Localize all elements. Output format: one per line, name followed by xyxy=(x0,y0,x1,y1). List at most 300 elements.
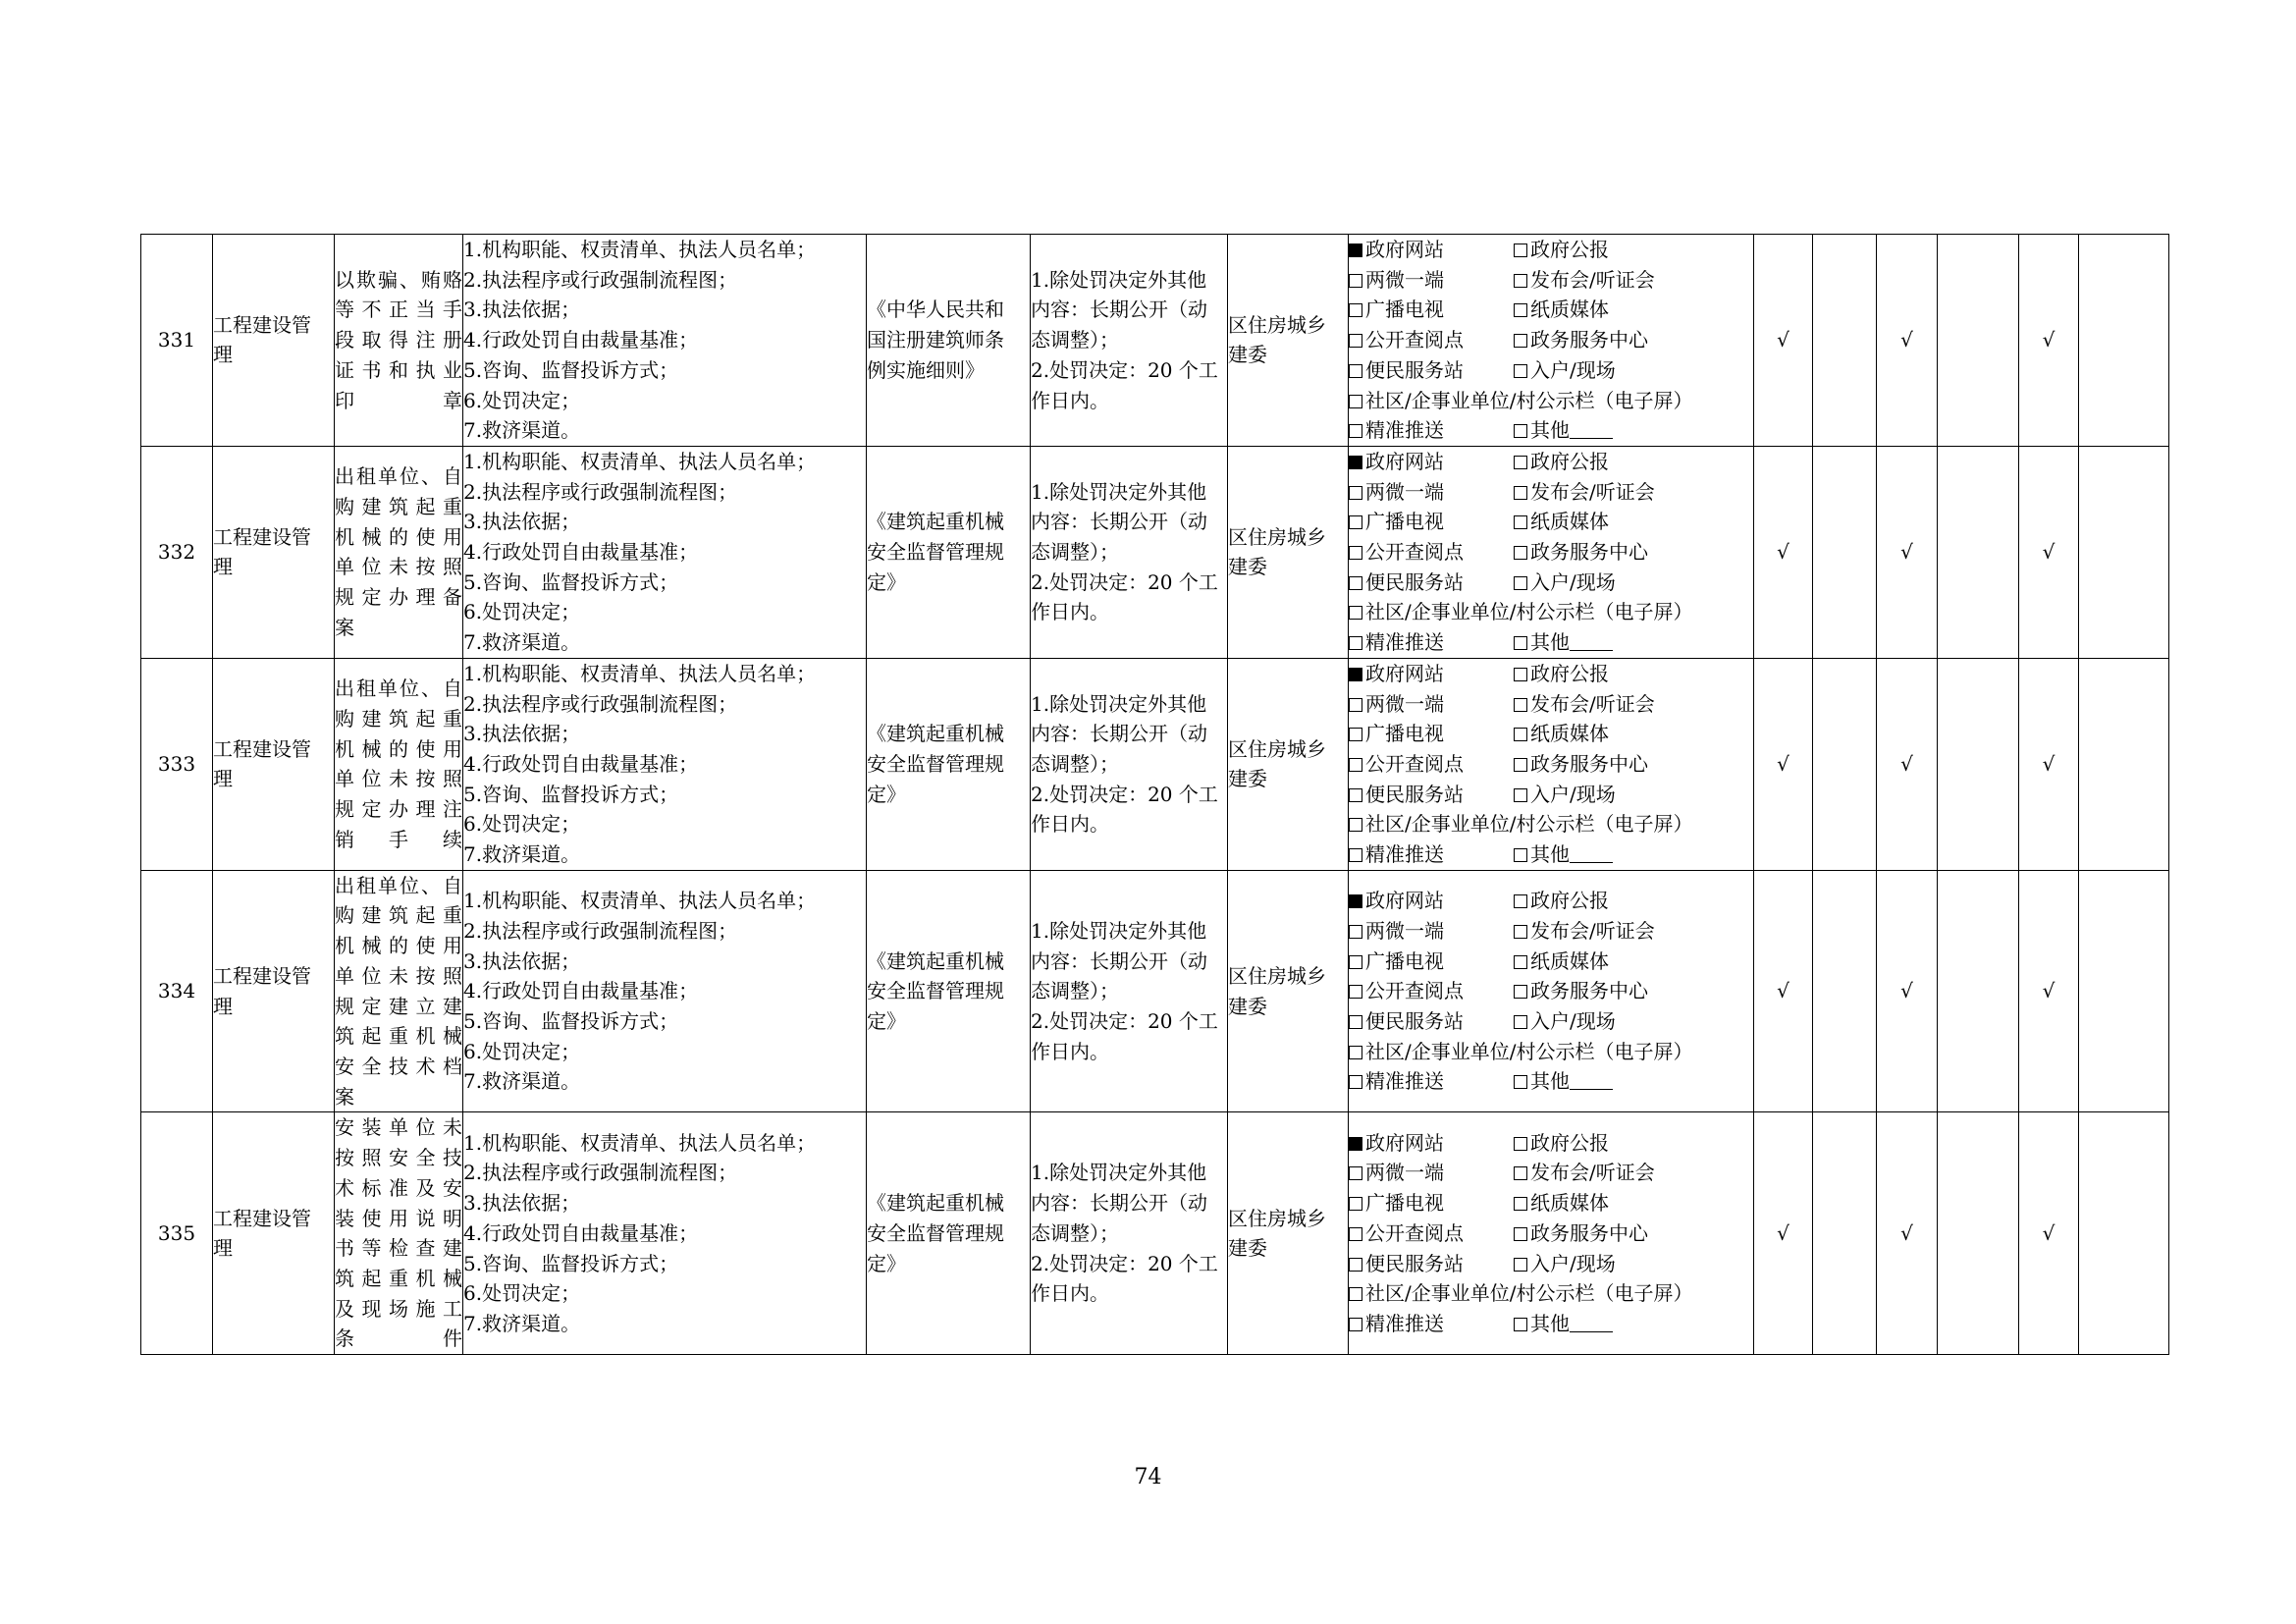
cell-line: 区住房城乡 xyxy=(1228,963,1326,988)
content-item: 3.执法依据； xyxy=(463,298,581,322)
cell-line: 1.除处罚决定外其他 xyxy=(1031,267,1207,292)
cell-line: 区住房城乡 xyxy=(1228,524,1326,549)
matter-line: 购建筑起重 xyxy=(335,706,462,731)
checkbox-icon xyxy=(1514,758,1527,772)
category-cell xyxy=(213,446,335,658)
channel-option xyxy=(1514,325,1648,355)
channel-row xyxy=(1349,809,1753,839)
channel-option xyxy=(1514,976,1648,1006)
cell-line: 国注册建筑师条 xyxy=(867,328,1004,352)
checkbox-icon xyxy=(1514,894,1527,908)
channel-option xyxy=(1349,976,1514,1006)
timing-cell xyxy=(1031,446,1228,658)
content-cell xyxy=(463,235,867,447)
matter-line: 等不正当手 xyxy=(335,298,462,322)
channel-label: 公开查阅点 xyxy=(1365,328,1464,352)
channel-option xyxy=(1349,235,1514,265)
channel-row xyxy=(1349,1066,1753,1097)
subject-cell xyxy=(1228,235,1349,447)
channel-label: 便民服务站 xyxy=(1365,1008,1464,1033)
checkbox-icon xyxy=(1514,985,1527,999)
channel-row xyxy=(1349,627,1753,658)
blank-line xyxy=(1570,422,1613,439)
channel-label: 入户/现场 xyxy=(1530,569,1616,594)
checkbox-icon xyxy=(1349,1197,1362,1211)
channel-label: 政府公报 xyxy=(1530,238,1609,261)
channel-label: 广播电视 xyxy=(1365,298,1444,322)
cell-line: 态调整）； xyxy=(1031,751,1119,776)
cell-line: 安全监督管理规 xyxy=(867,751,1004,776)
empty-cell xyxy=(2079,658,2169,870)
content-item: 5.咨询、监督投诉方式； xyxy=(463,1251,679,1275)
channel-label: 政府公报 xyxy=(1530,1130,1609,1155)
matter-line: 规定办理备 xyxy=(335,585,462,610)
checkbox-icon xyxy=(1349,515,1362,529)
matter-line: 及现场施工 xyxy=(335,1296,462,1321)
check-mark: √ xyxy=(1754,1112,1813,1355)
content-item: 6.处罚决定； xyxy=(463,1281,581,1306)
content-item: 2.执法程序或行政强制流程图； xyxy=(463,267,738,292)
matter-line: 书等检查建 xyxy=(335,1236,462,1261)
checked-box-icon xyxy=(1349,456,1362,469)
empty-cell xyxy=(1813,870,1877,1112)
cell-line: 工程建设管 xyxy=(213,312,311,337)
checkbox-icon xyxy=(1514,456,1527,469)
checkbox-icon xyxy=(1514,848,1527,862)
channel-option xyxy=(1514,507,1609,537)
channel-label: 广播电视 xyxy=(1365,948,1444,973)
channel-label: 广播电视 xyxy=(1365,722,1444,746)
matter-line: 段取得注册 xyxy=(335,328,462,352)
channel-option xyxy=(1349,749,1514,780)
matter-line: 单位未按照 xyxy=(335,767,462,791)
channel-label: 政府网站 xyxy=(1365,661,1444,685)
channel-label: 政务服务中心 xyxy=(1530,979,1648,1003)
content-item: 1.机构职能、权责清单、执法人员名单； xyxy=(463,661,817,685)
matter-cell xyxy=(335,870,463,1112)
empty-cell xyxy=(2079,870,2169,1112)
checkbox-icon xyxy=(1514,364,1527,378)
table-row xyxy=(141,446,2169,658)
channel-option xyxy=(1514,537,1648,568)
channel-option xyxy=(1514,749,1648,780)
matter-line: 筑起重机械 xyxy=(335,1024,462,1049)
channel-row xyxy=(1349,1278,1753,1309)
content-item: 1.机构职能、权责清单、执法人员名单； xyxy=(463,1130,817,1155)
channel-option xyxy=(1514,627,1613,658)
checkbox-icon xyxy=(1514,636,1527,650)
cell-line: 理 xyxy=(213,767,233,791)
channel-option xyxy=(1514,235,1609,265)
empty-cell xyxy=(1938,658,2019,870)
channel-label: 其他 xyxy=(1530,1069,1570,1094)
table-row xyxy=(141,1112,2169,1355)
checkbox-icon xyxy=(1514,1166,1527,1180)
channel-option xyxy=(1349,415,1514,446)
channel-option xyxy=(1349,916,1514,947)
cell-line: 理 xyxy=(213,343,233,367)
matter-line: 单位未按照 xyxy=(335,963,462,988)
channel-label: 社区/企事业单位/村公示栏（电子屏） xyxy=(1365,812,1693,837)
channel-option xyxy=(1349,627,1514,658)
check-mark: √ xyxy=(2019,235,2079,447)
channel-option xyxy=(1349,477,1514,508)
checkbox-icon xyxy=(1349,1287,1362,1301)
channel-row xyxy=(1349,325,1753,355)
matter-line: 出租单位、自 xyxy=(335,873,462,897)
channel-label: 广播电视 xyxy=(1365,510,1444,534)
channel-option xyxy=(1349,689,1514,720)
channel-label: 便民服务站 xyxy=(1365,1251,1464,1275)
subject-cell xyxy=(1228,658,1349,870)
content-item: 3.执法依据； xyxy=(463,948,581,973)
channel-label: 政府网站 xyxy=(1365,889,1444,913)
check-mark: √ xyxy=(2019,446,2079,658)
channel-label: 两微一端 xyxy=(1365,267,1444,292)
matter-line: 案 xyxy=(335,615,354,639)
cell-line: 2.处罚决定：20 个工 xyxy=(1031,782,1218,806)
empty-cell xyxy=(2079,446,2169,658)
subject-cell xyxy=(1228,446,1349,658)
checkbox-icon xyxy=(1514,1137,1527,1151)
checkbox-icon xyxy=(1349,424,1362,438)
checkbox-icon xyxy=(1349,576,1362,590)
check-mark: √ xyxy=(1754,446,1813,658)
matter-line: 购建筑起重 xyxy=(335,494,462,518)
channel-label: 纸质媒体 xyxy=(1530,722,1609,746)
blank-line xyxy=(1570,1316,1613,1332)
cell-line: 定》 xyxy=(867,1251,906,1275)
matter-line: 条件 xyxy=(335,1326,462,1351)
channel-option xyxy=(1514,947,1609,977)
checkbox-icon xyxy=(1514,424,1527,438)
checkbox-icon xyxy=(1349,955,1362,969)
checkbox-icon xyxy=(1514,303,1527,317)
channel-option xyxy=(1514,780,1616,810)
channel-option xyxy=(1349,1128,1514,1159)
channel-row xyxy=(1349,597,1753,627)
content-cell xyxy=(463,870,867,1112)
cell-line: 作日内。 xyxy=(1031,812,1109,837)
cell-line: 建委 xyxy=(1228,994,1267,1018)
channel-option xyxy=(1349,1006,1514,1037)
cell-line: 《中华人民共和 xyxy=(867,298,1004,322)
channel-row xyxy=(1349,659,1753,689)
channel-option xyxy=(1349,1066,1514,1097)
checkbox-icon xyxy=(1349,1015,1362,1029)
row-number: 333 xyxy=(141,658,213,870)
content-item: 7.救济渠道。 xyxy=(463,1069,581,1094)
channel-option xyxy=(1514,659,1609,689)
channel-label: 入户/现场 xyxy=(1530,357,1616,382)
channel-option xyxy=(1349,568,1514,598)
cell-line: 定》 xyxy=(867,1008,906,1033)
empty-cell xyxy=(1813,1112,1877,1355)
channel-option xyxy=(1514,1128,1609,1159)
channel-label: 发布会/听证会 xyxy=(1530,691,1655,716)
channel-label: 政府公报 xyxy=(1530,449,1609,473)
channel-label: 两微一端 xyxy=(1365,1161,1444,1185)
channel-option xyxy=(1514,689,1655,720)
cell-line: 《建筑起重机械 xyxy=(867,948,1004,973)
channel-option xyxy=(1514,355,1616,386)
channel-label: 社区/企事业单位/村公示栏（电子屏） xyxy=(1365,388,1693,412)
content-item: 5.咨询、监督投诉方式； xyxy=(463,782,679,806)
cell-line: 态调整）； xyxy=(1031,328,1119,352)
channel-option xyxy=(1514,1188,1609,1218)
checkbox-icon xyxy=(1349,818,1362,832)
channel-option xyxy=(1514,1006,1616,1037)
empty-cell xyxy=(1938,870,2019,1112)
checkbox-icon xyxy=(1349,334,1362,348)
channel-label: 入户/现场 xyxy=(1530,1251,1616,1275)
channel-label: 发布会/听证会 xyxy=(1530,1161,1655,1185)
matter-line: 出租单位、自 xyxy=(335,464,462,489)
content-item: 6.处罚决定； xyxy=(463,600,581,624)
timing-cell xyxy=(1031,235,1228,447)
blank-line xyxy=(1570,846,1613,863)
channel-label: 两微一端 xyxy=(1365,918,1444,943)
empty-cell xyxy=(1813,658,1877,870)
channel-label: 社区/企事业单位/村公示栏（电子屏） xyxy=(1365,1039,1693,1063)
channel-label: 两微一端 xyxy=(1365,691,1444,716)
matter-cell xyxy=(335,446,463,658)
channel-option xyxy=(1514,415,1613,446)
channel-row xyxy=(1349,916,1753,947)
matter-line: 购建筑起重 xyxy=(335,903,462,928)
checked-box-icon xyxy=(1349,668,1362,681)
checkbox-icon xyxy=(1349,1046,1362,1059)
matter-cell xyxy=(335,235,463,447)
channel-row xyxy=(1349,780,1753,810)
checkbox-icon xyxy=(1349,1166,1362,1180)
checkbox-icon xyxy=(1514,486,1527,500)
channel-label: 政府网站 xyxy=(1365,238,1444,261)
channel-row xyxy=(1349,886,1753,916)
cell-line: 态调整）； xyxy=(1031,540,1119,565)
checkbox-icon xyxy=(1349,395,1362,408)
checkbox-icon xyxy=(1514,728,1527,741)
content-item: 2.执法程序或行政强制流程图； xyxy=(463,918,738,943)
matter-line: 规定办理注 xyxy=(335,797,462,821)
channel-option xyxy=(1514,916,1655,947)
cell-line: 工程建设管 xyxy=(213,736,311,761)
subject-cell xyxy=(1228,1112,1349,1355)
checkbox-icon xyxy=(1514,334,1527,348)
channel-label: 公开查阅点 xyxy=(1365,1220,1464,1245)
channel-label: 纸质媒体 xyxy=(1530,948,1609,973)
row-number: 334 xyxy=(141,870,213,1112)
matter-line: 按照安全技 xyxy=(335,1146,462,1170)
channel-label: 政务服务中心 xyxy=(1530,328,1648,352)
content-item: 1.机构职能、权责清单、执法人员名单； xyxy=(463,238,817,261)
channel-option xyxy=(1349,507,1514,537)
page-number: 74 xyxy=(1134,1465,1162,1489)
channel-option xyxy=(1514,295,1609,325)
channel-label: 精准推送 xyxy=(1365,1311,1444,1335)
channel-row xyxy=(1349,839,1753,870)
channel-label: 入户/现场 xyxy=(1530,782,1616,806)
blank-line xyxy=(1570,634,1613,651)
checkbox-icon xyxy=(1514,1227,1527,1241)
matter-line: 规定建立建 xyxy=(335,994,462,1018)
channel-option xyxy=(1514,447,1609,477)
channel-row xyxy=(1349,719,1753,749)
channel-label: 社区/企事业单位/村公示栏（电子屏） xyxy=(1365,600,1693,624)
basis-cell xyxy=(867,235,1031,447)
channel-label: 公开查阅点 xyxy=(1365,751,1464,776)
check-mark: √ xyxy=(1877,658,1938,870)
channel-row xyxy=(1349,749,1753,780)
channels-cell xyxy=(1349,1112,1754,1355)
matter-line: 销手续 xyxy=(335,827,462,851)
channel-option xyxy=(1514,1158,1655,1188)
checked-box-icon xyxy=(1349,244,1362,257)
content-item: 6.处罚决定； xyxy=(463,1039,581,1063)
channel-row xyxy=(1349,1006,1753,1037)
matter-cell xyxy=(335,658,463,870)
check-mark: √ xyxy=(1877,446,1938,658)
channel-option xyxy=(1349,780,1514,810)
content-item: 4.行政处罚自由裁量基准； xyxy=(463,1220,699,1245)
channel-option xyxy=(1349,809,1693,839)
cell-line: 作日内。 xyxy=(1031,1281,1109,1306)
channel-label: 公开查阅点 xyxy=(1365,979,1464,1003)
checkbox-icon xyxy=(1349,758,1362,772)
channel-row xyxy=(1349,1218,1753,1249)
checkbox-icon xyxy=(1349,1227,1362,1241)
content-item: 1.机构职能、权责清单、执法人员名单； xyxy=(463,449,817,473)
cell-line: 定》 xyxy=(867,569,906,594)
cell-line: 理 xyxy=(213,555,233,579)
matter-line: 术标准及安 xyxy=(335,1175,462,1200)
cell-line: 内容：长期公开（动 xyxy=(1031,722,1207,746)
channel-row xyxy=(1349,537,1753,568)
table-row xyxy=(141,658,2169,870)
channel-row xyxy=(1349,1309,1753,1339)
cell-line: 内容：长期公开（动 xyxy=(1031,1191,1207,1216)
timing-cell xyxy=(1031,870,1228,1112)
content-item: 2.执法程序或行政强制流程图； xyxy=(463,691,738,716)
content-cell xyxy=(463,658,867,870)
channels-cell xyxy=(1349,446,1754,658)
channel-option xyxy=(1349,1249,1514,1279)
channel-option xyxy=(1349,1188,1514,1218)
checkbox-icon xyxy=(1349,636,1362,650)
channel-label: 入户/现场 xyxy=(1530,1008,1616,1033)
row-number: 332 xyxy=(141,446,213,658)
cell-line: 区住房城乡 xyxy=(1228,312,1326,337)
check-mark: √ xyxy=(2019,658,2079,870)
channel-option xyxy=(1349,947,1514,977)
cell-line: 建委 xyxy=(1228,555,1267,579)
channel-option xyxy=(1349,537,1514,568)
channel-label: 其他 xyxy=(1530,630,1570,655)
channel-label: 政务服务中心 xyxy=(1530,1220,1648,1245)
channel-option xyxy=(1349,1037,1693,1067)
channel-label: 公开查阅点 xyxy=(1365,540,1464,565)
empty-cell xyxy=(2079,1112,2169,1355)
channel-row xyxy=(1349,507,1753,537)
channel-label: 其他 xyxy=(1530,418,1570,443)
channel-option xyxy=(1349,597,1693,627)
channel-label: 发布会/听证会 xyxy=(1530,267,1655,292)
cell-line: 安全监督管理规 xyxy=(867,979,1004,1003)
content-item: 6.处罚决定； xyxy=(463,388,581,412)
cell-line: 区住房城乡 xyxy=(1228,736,1326,761)
matter-line: 出租单位、自 xyxy=(335,677,462,701)
channel-label: 社区/企事业单位/村公示栏（电子屏） xyxy=(1365,1281,1693,1306)
cell-line: 区住房城乡 xyxy=(1228,1206,1326,1230)
channel-label: 发布会/听证会 xyxy=(1530,918,1655,943)
channel-label: 精准推送 xyxy=(1365,630,1444,655)
channel-option xyxy=(1349,839,1514,870)
table-row xyxy=(141,235,2169,447)
cell-line: 建委 xyxy=(1228,767,1267,791)
content-item: 5.咨询、监督投诉方式； xyxy=(463,357,679,382)
check-mark: √ xyxy=(1754,658,1813,870)
cell-line: 理 xyxy=(213,1236,233,1261)
cell-line: 建委 xyxy=(1228,343,1267,367)
empty-cell xyxy=(2079,235,2169,447)
channel-row xyxy=(1349,947,1753,977)
checkbox-icon xyxy=(1514,925,1527,939)
basis-cell xyxy=(867,446,1031,658)
matter-line: 机械的使用 xyxy=(335,934,462,958)
checkbox-icon xyxy=(1514,515,1527,529)
basis-cell xyxy=(867,1112,1031,1355)
channel-option xyxy=(1349,1278,1693,1309)
channel-label: 广播电视 xyxy=(1365,1191,1444,1216)
content-item: 4.行政处罚自由裁量基准； xyxy=(463,540,699,565)
channel-label: 便民服务站 xyxy=(1365,782,1464,806)
checkbox-icon xyxy=(1514,1318,1527,1331)
checkbox-icon xyxy=(1514,1075,1527,1089)
channel-label: 纸质媒体 xyxy=(1530,1191,1609,1216)
channel-label: 政务服务中心 xyxy=(1530,751,1648,776)
content-cell xyxy=(463,446,867,658)
checkbox-icon xyxy=(1349,788,1362,802)
check-mark: √ xyxy=(1877,235,1938,447)
cell-line: 例实施细则》 xyxy=(867,357,985,382)
matter-line: 证书和执业 xyxy=(335,357,462,382)
checkbox-icon xyxy=(1349,606,1362,620)
channel-option xyxy=(1514,265,1655,296)
channel-label: 政务服务中心 xyxy=(1530,540,1648,565)
category-cell xyxy=(213,1112,335,1355)
content-item: 3.执法依据； xyxy=(463,1191,581,1216)
channel-row xyxy=(1349,415,1753,446)
category-cell xyxy=(213,658,335,870)
checkbox-icon xyxy=(1514,668,1527,681)
channel-option xyxy=(1349,355,1514,386)
channel-row xyxy=(1349,1037,1753,1067)
cell-line: 安全监督管理规 xyxy=(867,1220,1004,1245)
channels-cell xyxy=(1349,870,1754,1112)
channel-option xyxy=(1349,719,1514,749)
cell-line: 1.除处罚决定外其他 xyxy=(1031,1161,1207,1185)
content-item: 7.救济渠道。 xyxy=(463,418,581,443)
channel-row xyxy=(1349,477,1753,508)
basis-cell xyxy=(867,658,1031,870)
channel-label: 发布会/听证会 xyxy=(1530,479,1655,504)
checked-box-icon xyxy=(1349,1137,1362,1151)
content-item: 4.行政处罚自由裁量基准； xyxy=(463,979,699,1003)
channel-row xyxy=(1349,386,1753,416)
checkbox-icon xyxy=(1514,698,1527,712)
checkbox-icon xyxy=(1514,955,1527,969)
channel-option xyxy=(1514,1066,1613,1097)
